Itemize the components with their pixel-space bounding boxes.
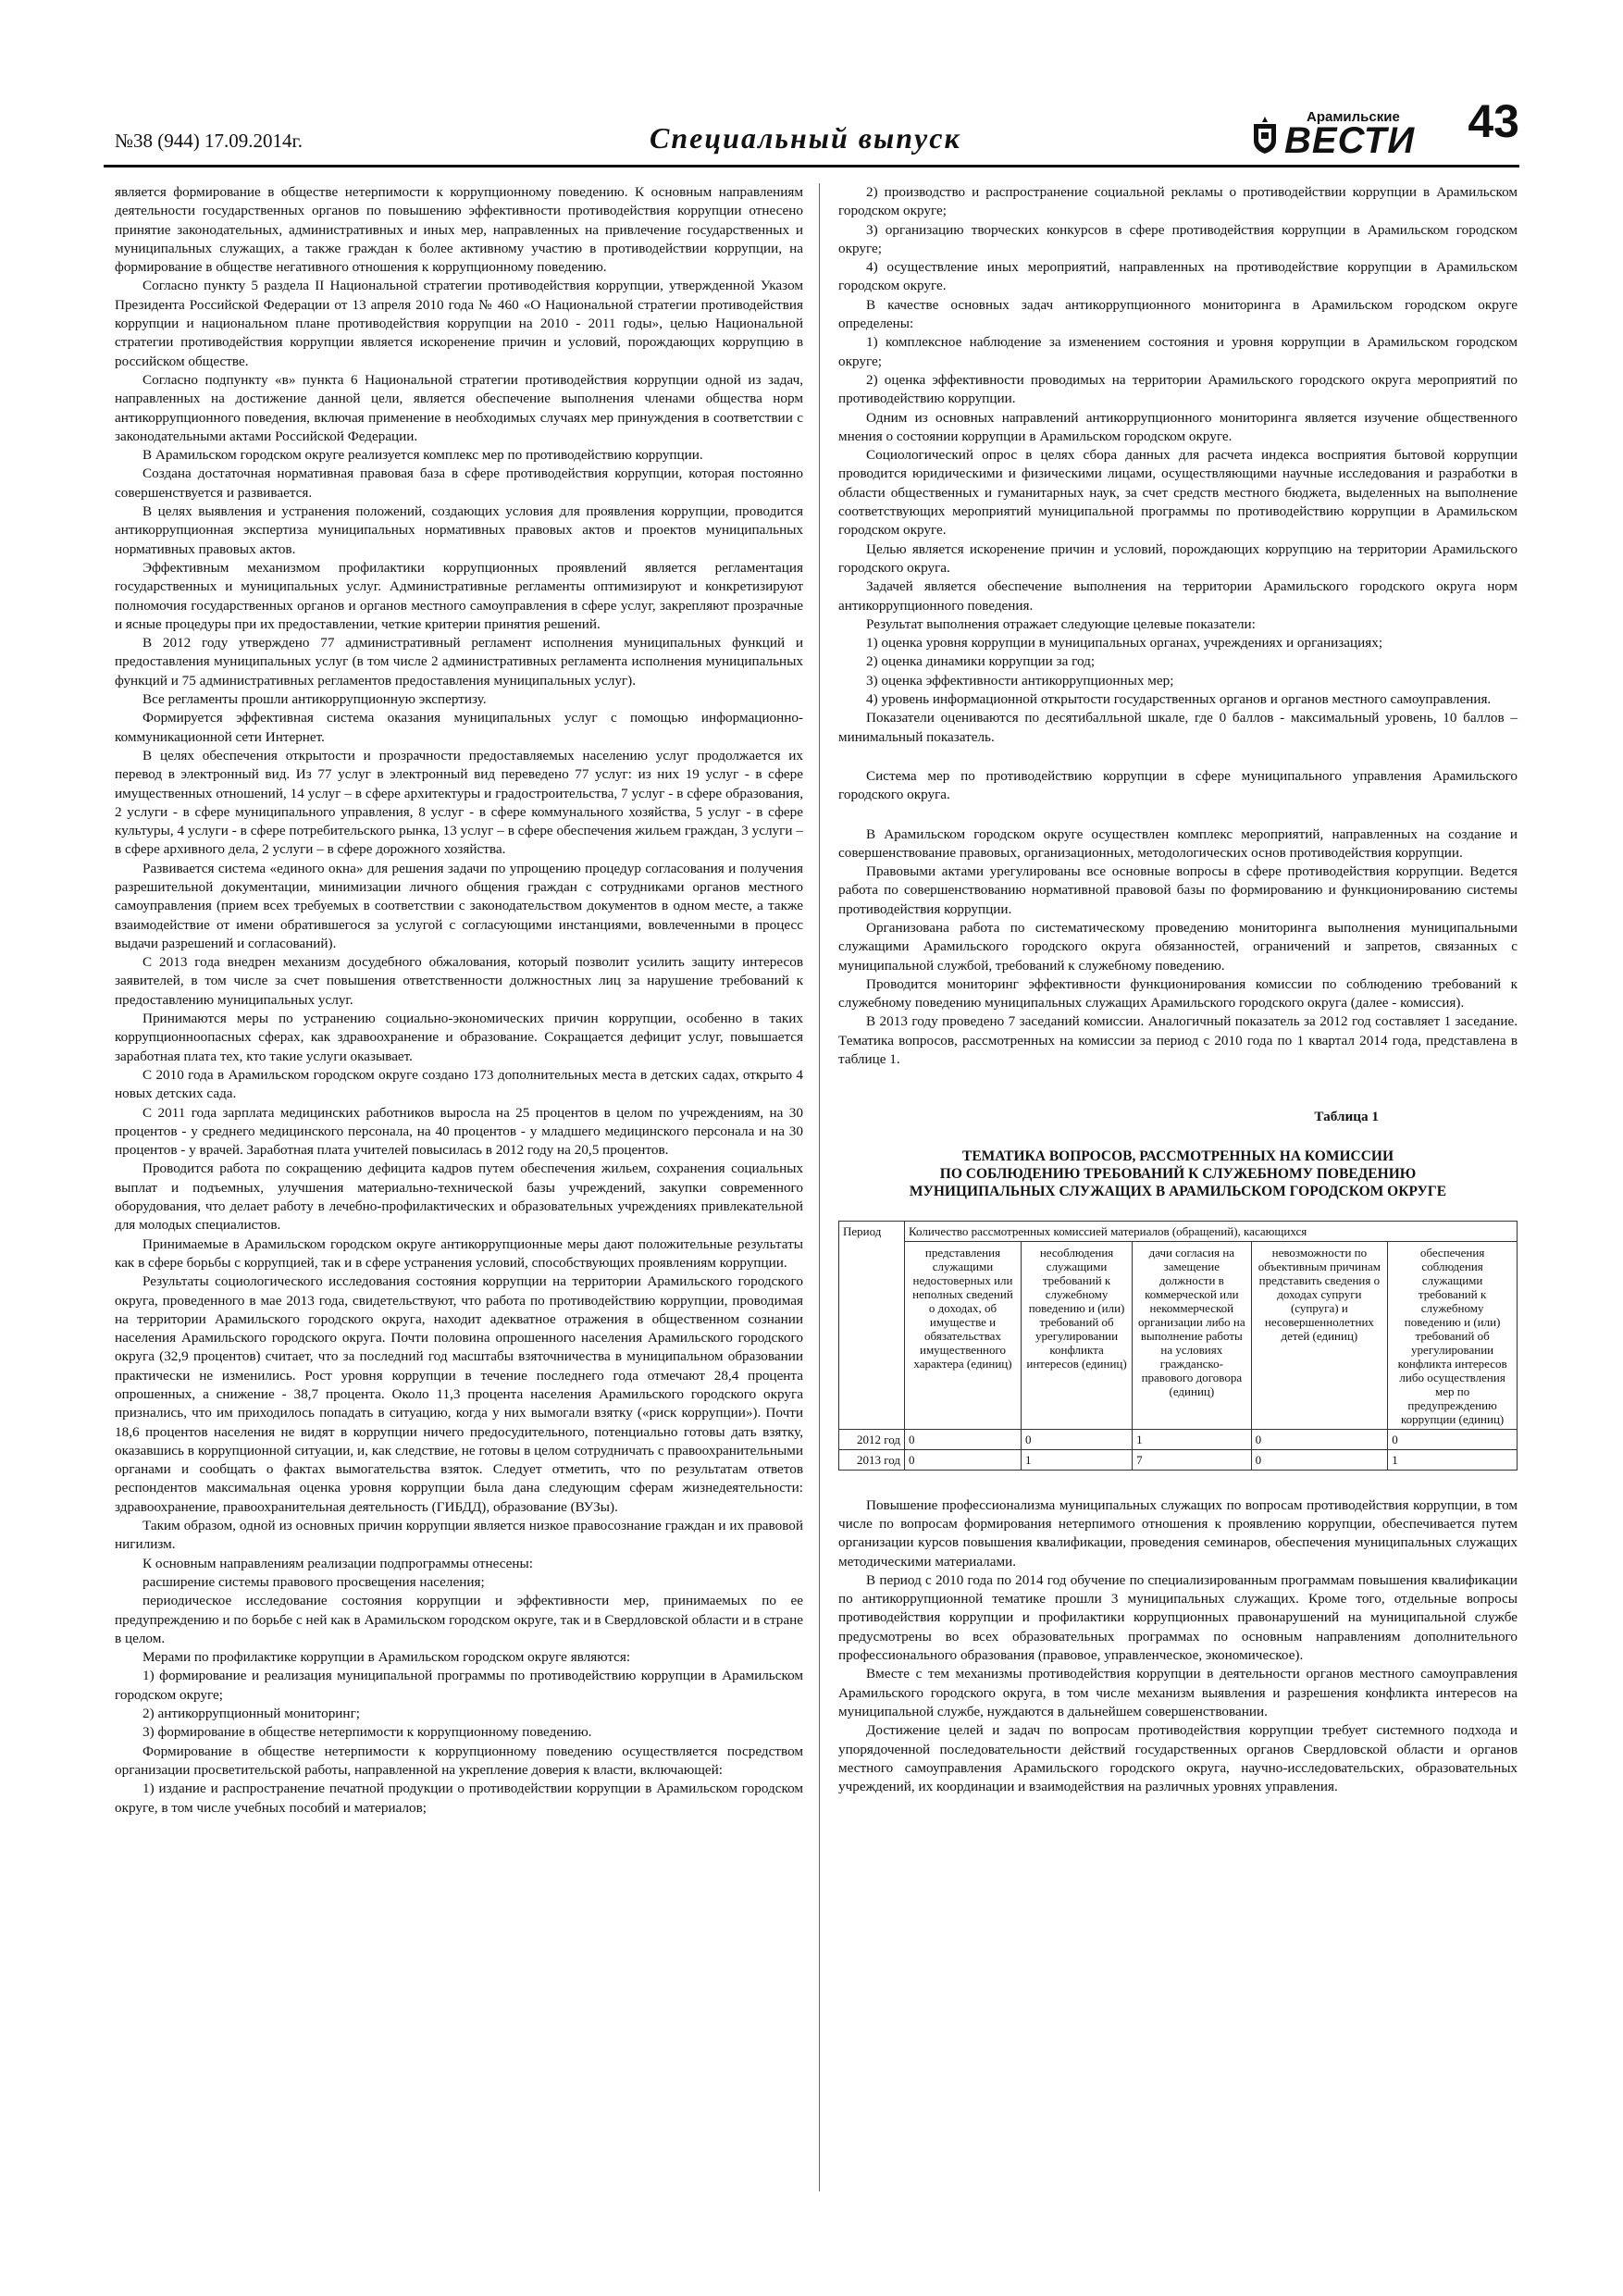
table-cell: 0: [1251, 1429, 1388, 1449]
table-title: [838, 1148, 1518, 1200]
paragraph: Принимаемые в Арамильском городском округе антикоррупционные меры дают положительные результаты как в сфере борьбы с коррупцией, так и в сфере устранения условий, способствующих проявлениям коррупции.: [115, 1235, 803, 1271]
paragraph: 1) формирование и реализация муниципальной программы по противодействию коррупции в Арамильском городском округе;: [115, 1668, 803, 1703]
period-cell: 2012 год: [839, 1429, 905, 1449]
paragraph: 3) формирование в обществе нетерпимости к коррупционному поведению.: [142, 1724, 592, 1741]
paragraph: Целью является искоренение причин и условий, порождающих коррупцию на территории Арамильского городского округа.: [838, 540, 1518, 576]
paragraph: 2) оценка динамики коррупции за год;: [866, 653, 1096, 670]
paragraph: Организована работа по систематическому проведению мониторинга выполнения муниципальными служащими Арамильского городского округа обязанностей, ограничений и запретов, связанных с муниципальной службой, требований к служебному поведению.: [838, 919, 1518, 974]
coat-of-arms-icon: [1251, 115, 1279, 155]
paragraph: 1) комплексное наблюдение за изменением состояния и уровня коррупции в Арамильском городском округе;: [838, 334, 1518, 369]
table-cell: 1: [1022, 1449, 1133, 1470]
table-cell: 0: [1251, 1449, 1388, 1470]
logo-big-text: ВЕСТИ: [1284, 120, 1416, 161]
paragraph: Формируется эффективная система оказания муниципальных услуг с помощью информационно-коммуникационной сети Интернет.: [115, 710, 803, 745]
paragraph: Все регламенты прошли антикоррупционную экспертизу.: [142, 691, 487, 708]
paragraph: Правовыми актами урегулированы все основные вопросы в сфере противодействия коррупции. Ведется работа по совершенствованию нормативной правовой базы по формированию и функционированию системы противодействия коррупции.: [838, 863, 1518, 917]
paragraph: Результат выполнения отражает следующие целевые показатели:: [866, 615, 1256, 632]
paragraph: Социологический опрос в целях сбора данных для расчета индекса восприятия бытовой коррупции проводится юридическими и физическими лицами, осуществляющими научные исследования и разработки в области общественных и гуманитарных наук, за счет средств местного бюджета, выделенных на выполнение соответствующих мероприятий муниципальной программы по противодействию коррупции в Арамильском городском округе.: [838, 447, 1518, 539]
table-label: Таблица 1: [1314, 1109, 1379, 1125]
paragraph: В качестве основных задач антикоррупционного мониторинга в Арамильском городском округе определены:: [838, 296, 1518, 332]
table-row: [839, 1449, 1518, 1470]
subheader: дачи согласия на замещение должности в коммерческой или некоммерческой организации либо на выполнение работы на условиях гражданско-правового договора (единиц): [1133, 1241, 1251, 1429]
paragraph: 2) производство и распространение социальной рекламы о противодействии коррупции в Арамильском городском округе;: [838, 184, 1518, 219]
logo-small-text: Арамильские: [1307, 109, 1400, 125]
paragraph: С 2011 года зарплата медицинских работников выросла на 25 процентов в целом по учреждениям, на 30 процентов - у среднего медицинского персонала, на 40 процентов - у младшего медицинского персонала и на 30 процентов - у врачей. Заработная плата учителей повысилась в 2012 году на 20,5 процентов.: [115, 1104, 803, 1159]
paragraph: Проводится работа по сокращению дефицита кадров путем обеспечения жильем, сохранения социальных выплат и подъемных, улучшения материально-технической базы учреждений, закупки современного оборудования, что делает работу в лечебно-профилактических и образовательных учреждениях привлекательной для молодых специалистов.: [115, 1160, 803, 1234]
column-divider: [819, 183, 820, 2191]
table-cell: 0: [1022, 1429, 1133, 1449]
paragraph: Развивается система «единого окна» для решения задачи по упрощению процедур согласования и получения разрешительной документации, минимизации личного общения граждан с сотрудниками органов местного самоуправления (прием всех требуемых в соответствии с законодательством документов в одном месте, а также взаимодействие от имени обратившегося за услугой с согласующими инстанциями, вовлеченными в процесс выдачи разрешений и согласований).: [115, 860, 803, 951]
left-column: [115, 183, 803, 1818]
paragraph: является формирование в обществе нетерпимости к коррупционному поведению. К основным направлениям деятельности государственных органов по повышению эффективности противодействия коррупции отнесено принятие законодательных, административных и иных мер, направленных на привлечение государственных и муниципальных служащих, а также граждан к более активному участию в противодействии коррупции, на формирование в обществе негативного отношения к коррупционному поведению.: [115, 184, 803, 276]
table-cell: 1: [1388, 1449, 1518, 1470]
paragraph: Достижение целей и задач по вопросам противодействия коррупции требует системного подхода и упорядоченной последовательности действий государственных органов Свердловской области и органов местного самоуправления Арамильского городского округа, научно-исследовательских, образовательных учреждений, их координации и взаимодействия на различных уровнях управления.: [838, 1722, 1518, 1795]
table-cell: 1: [1133, 1429, 1251, 1449]
paragraph: В целях выявления и устранения положений, создающих условия для проявления коррупции, проводится антикоррупционная экспертиза муниципальных нормативных правовых актов и проектов муниципальных нормативных правовых актов.: [115, 503, 803, 557]
paragraph: 3) оценка эффективности антикоррупционных мер;: [866, 672, 1174, 689]
commission-table: [838, 1221, 1518, 1471]
paragraph: В Арамильском городском округе реализуется комплекс мер по противодействию коррупции.: [142, 447, 703, 464]
paragraph: Проводится мониторинг эффективности функционирования комиссии по соблюдению требований к служебному поведению муниципальных служащих Арамильского городского округа (далее - комиссия).: [838, 975, 1518, 1011]
paragraph: 1) издание и распространение печатной продукции о противодействии коррупции в Арамильском городском округе, в том числе учебных пособий и материалов;: [115, 1781, 803, 1816]
page-header: [104, 91, 1519, 165]
table-title-line: ПО СОБЛЮДЕНИЮ ТРЕБОВАНИЙ К СЛУЖЕБНОМУ ПОВЕДЕНИЮ: [939, 1165, 1417, 1182]
paragraph: Создана достаточная нормативная правовая база в сфере противодействия коррупции, которая постоянно совершенствуется и развивается.: [115, 465, 803, 501]
page-number: 43: [1468, 95, 1519, 147]
table-cell: 0: [905, 1449, 1022, 1470]
section-heading: Система мер по противодействию коррупции в сфере муниципального управления Арамильского городского округа.: [838, 767, 1518, 803]
paragraph: расширение системы правового просвещения населения;: [142, 1573, 485, 1590]
paragraph: Вместе с тем механизмы противодействия коррупции в деятельности органов местного самоуправления Арамильского городского округа, в том числе механизм выявления и разрешения конфликта интересов на муниципальной службе, нуждаются в дальнейшем совершенствовании.: [838, 1666, 1518, 1719]
table-header-row: [839, 1221, 1518, 1241]
special-issue-title: Специальный выпуск: [650, 121, 961, 155]
paragraph: В целях обеспечения открытости и прозрачности предоставляемых населению услуг продолжается их перевод в электронный вид. Из 77 услуг в электронный вид переведено 77 услуг: из них 19 услуг - в сфере имущественных отношений, 14 услуг – в сфере архитектуры и градостроительства, 7 услуг - в сфере образования, 2 услуги - в сфере муниципального управления, 8 услуг - в сфере коммунального хозяйства, 5 услуг - в сфере культуры, 4 услуги - в сфере потребительского рынка, 13 услуг – в сфере обеспечения жильем граждан, 3 услуги – в сфере архивного дела, 2 услуги – в сфере дорожного хозяйства.: [115, 747, 803, 858]
paragraph: Таким образом, одной из основных причин коррупции является низкое правосознание граждан и их правовой нигилизм.: [115, 1518, 803, 1553]
paragraph: 4) осуществление иных мероприятий, направленных на противодействие коррупции в Арамильском городском округе.: [838, 259, 1518, 294]
paragraph: 2) антикоррупционный мониторинг;: [142, 1706, 361, 1722]
paragraph: 2) оценка эффективности проводимых на территории Арамильского городского округа мероприятий по противодействию коррупции.: [838, 371, 1518, 407]
paragraph: периодическое исследование состояния коррупции и эффективности мер, принимаемых по ее предупреждению и по борьбе с ней как в Арамильском городском округе, так и в Свердловской области и в стране в целом.: [115, 1593, 803, 1646]
paragraph: Показатели оцениваются по десятибалльной шкале, где 0 баллов - максимальный уровень, 10 баллов – минимальный показатель.: [838, 710, 1518, 745]
subheader: несоблюдения служащими требований к служебному поведению и (или) требований об урегулировании конфликта интересов (единиц): [1022, 1241, 1133, 1429]
subheader: невозможности по объективным причинам представить сведения о доходах супруги (супруга) и несовершеннолетних детей (единиц): [1251, 1241, 1388, 1429]
subheader: представления служащими недостоверных или неполных сведений о доходах, об имуществе и обязательствах имущественного характера (единиц): [905, 1241, 1022, 1429]
header-rule: [104, 165, 1519, 168]
paragraph: 3) организацию творческих конкурсов в сфере противодействия коррупции в Арамильском городском округе;: [838, 221, 1518, 256]
table-row: [839, 1429, 1518, 1449]
table-title-line: ТЕМАТИКА ВОПРОСОВ, РАССМОТРЕННЫХ НА КОМИССИИ: [962, 1148, 1394, 1164]
paragraph: Согласно пункту 5 раздела II Национальной стратегии противодействия коррупции, утвержденной Указом Президента Российской Федерации от 13 апреля 2010 года № 460 «О Национальной стратегии противодействия коррупции и национальном плане противодействия коррупции на 2010 - 2011 годы», целью Национальной стратегии противодействия коррупции является искоренение причин и условий, порождающих коррупцию в российском обществе.: [115, 278, 803, 369]
paragraph: В 2012 году утверждено 77 административный регламент исполнения муниципальных функций и предоставления муниципальных услуг (в том числе 2 административных регламента исполнения муниципальных функций и 75 административных регламентов предоставления муниципальных услуг).: [115, 635, 803, 689]
table-cell: 0: [905, 1429, 1022, 1449]
paragraph: 1) оценка уровня коррупции в муниципальных органах, учреждениях и организациях;: [866, 635, 1383, 652]
paragraph: В период с 2010 года по 2014 год обучение по специализированным программам повышения квалификации по антикоррупционной тематике прошли 3 муниципальных служащих. Кроме того, отдельные вопросы противодействия коррупции и профилактики коррупционных правонарушений на муниципальной службе предусмотрены во всех образовательных программах по основным направлениям дополнительного профессионального образования (правовое, управленческое, экономическое).: [838, 1571, 1518, 1664]
paragraph: Согласно подпункту «в» пункта 6 Национальной стратегии противодействия коррупции одной из задач, направленных на достижение данной цели, является обеспечение выполнения членами общества норм антикоррупционного поведения, включая применение в необходимых случаях мер принуждения в соответствии с законодательными актами Российской Федерации.: [115, 371, 803, 444]
period-cell: 2013 год: [839, 1449, 905, 1470]
subheader: обеспечения соблюдения служащими требований к служебному поведению и (или) требований об урегулировании конфликта интересов либо осуществления мер по предупреждению коррупции (единиц): [1388, 1241, 1518, 1429]
table-cell: 7: [1133, 1449, 1251, 1470]
paragraph: С 2010 года в Арамильском городском округе создано 173 дополнительных места в детских садах, открыто 4 новых детских сада.: [115, 1066, 803, 1102]
paragraph: Принимаются меры по устранению социально-экономических причин коррупции, особенно в таких коррупционноопасных сферах, как здравоохранение и образование. Сокращается дефицит услуг, повышается заработная плата тех, кто такие услуги оказывает.: [115, 1011, 803, 1064]
table-cell: 0: [1388, 1429, 1518, 1449]
paragraph: Задачей является обеспечение выполнения на территории Арамильского городского округа норм антикоррупционного поведения.: [838, 578, 1518, 614]
right-column: [838, 183, 1518, 1796]
paragraph: Формирование в обществе нетерпимости к коррупционному поведению осуществляется посредством организации просветительской работы, направленной на укрепление доверия к власти, включающей:: [115, 1743, 803, 1778]
issue-info: №38 (944) 17.09.2014г.: [115, 130, 304, 152]
period-header: Период: [839, 1221, 905, 1429]
paragraph: В Арамильском городском округе осуществлен комплекс мероприятий, направленных на создание и совершенствование правовых, организационных, методологических основ противодействия коррупции.: [838, 825, 1518, 861]
paragraph: 4) уровень информационной открытости государственных органов и органов местного самоуправления.: [866, 691, 1492, 708]
table-title-line: МУНИЦИПАЛЬНЫХ СЛУЖАЩИХ В АРАМИЛЬСКОМ ГОРОДСКОМ ОКРУГЕ: [909, 1183, 1447, 1199]
paragraph: Одним из основных направлений антикоррупционного мониторинга является изучение общественного мнения о состоянии коррупции в Арамильском городском округе.: [838, 409, 1518, 444]
paragraph: К основным направлениям реализации подпрограммы отнесены:: [142, 1555, 533, 1571]
paragraph: С 2013 года внедрен механизм досудебного обжалования, который позволит усилить защиту интересов заявителей, в том числе за счет повышения ответственности должностных лиц за нарушение требований к предоставлению муниципальных услуг.: [115, 954, 803, 1008]
paragraph: Мерами по профилактике коррупции в Арамильском городском округе являются:: [142, 1649, 631, 1666]
paragraph: В 2013 году проведено 7 заседаний комиссии. Аналогичный показатель за 2012 год составляет 1 заседание. Тематика вопросов, рассмотренных на комиссии за период с 2010 года по 1 квартал 2014 года, представлена в таблице 1.: [838, 1013, 1518, 1068]
table-subheader-row: [839, 1241, 1518, 1429]
group-header: Количество рассмотренных комиссией материалов (обращений), касающихся: [905, 1221, 1518, 1241]
paragraph: Повышение профессионализма муниципальных служащих по вопросам противодействия коррупции, в том числе по вопросам формирования нетерпимого отношения к проявлению коррупции, обеспечивается путем организации курсов повышения квалификации, проведения семинаров, обеспечения муниципальных служащих методическими материалами.: [838, 1496, 1518, 1570]
paragraph: Эффективным механизмом профилактики коррупционных проявлений является регламентация государственных и муниципальных услуг. Административные регламенты оптимизируют и конкретизируют полномочия государственных органов и органов местного самоуправления в сфере услуг, закрепляют прозрачные и ясные процедуры при их предоставлении, четкие критерии принятия решений.: [115, 559, 803, 632]
paragraph: Результаты социологического исследования состояния коррупции на территории Арамильского городского округа, проведенного в мае 2013 года, свидетельствуют, что работа по противодействию коррупции, проводимая на территории Арамильского городского округа, находит адекватное отражения в общественном сознании населения Арамильского городского округа. Почти половина опрошенного населения Арамильского городского округа (32,9 процентов) считает, что за последний год масштабы взяточничества в муниципальном образовании практически не изменились. Рост уровня коррупции в течение последнего года отмечают 28,4 процента опрошенных, а снижение - 38,7 процента. Около 11,3 процента населения Арамильского городского округа признались, что им приходилось попадать в ситуацию, когда у них вымогали взятку («риск коррупции»). Почти 18,6 процентов населения не видят в коррупции ничего предосудительного, потенциально готовы дать взятку, оказавшись в коррупционной ситуации, и, как следствие, не готовы в целом сотрудничать с правоохранительными органами и сообщать о фактах вымогательства взяток. Следует отметить, что по результатам ответов респондентов максимальная оценка уровня коррупции была дана следующим сферам жизнедеятельности: здравоохранение, правоохранительная деятельность (ГИБДД), образование (ВУЗы).: [115, 1273, 803, 1515]
